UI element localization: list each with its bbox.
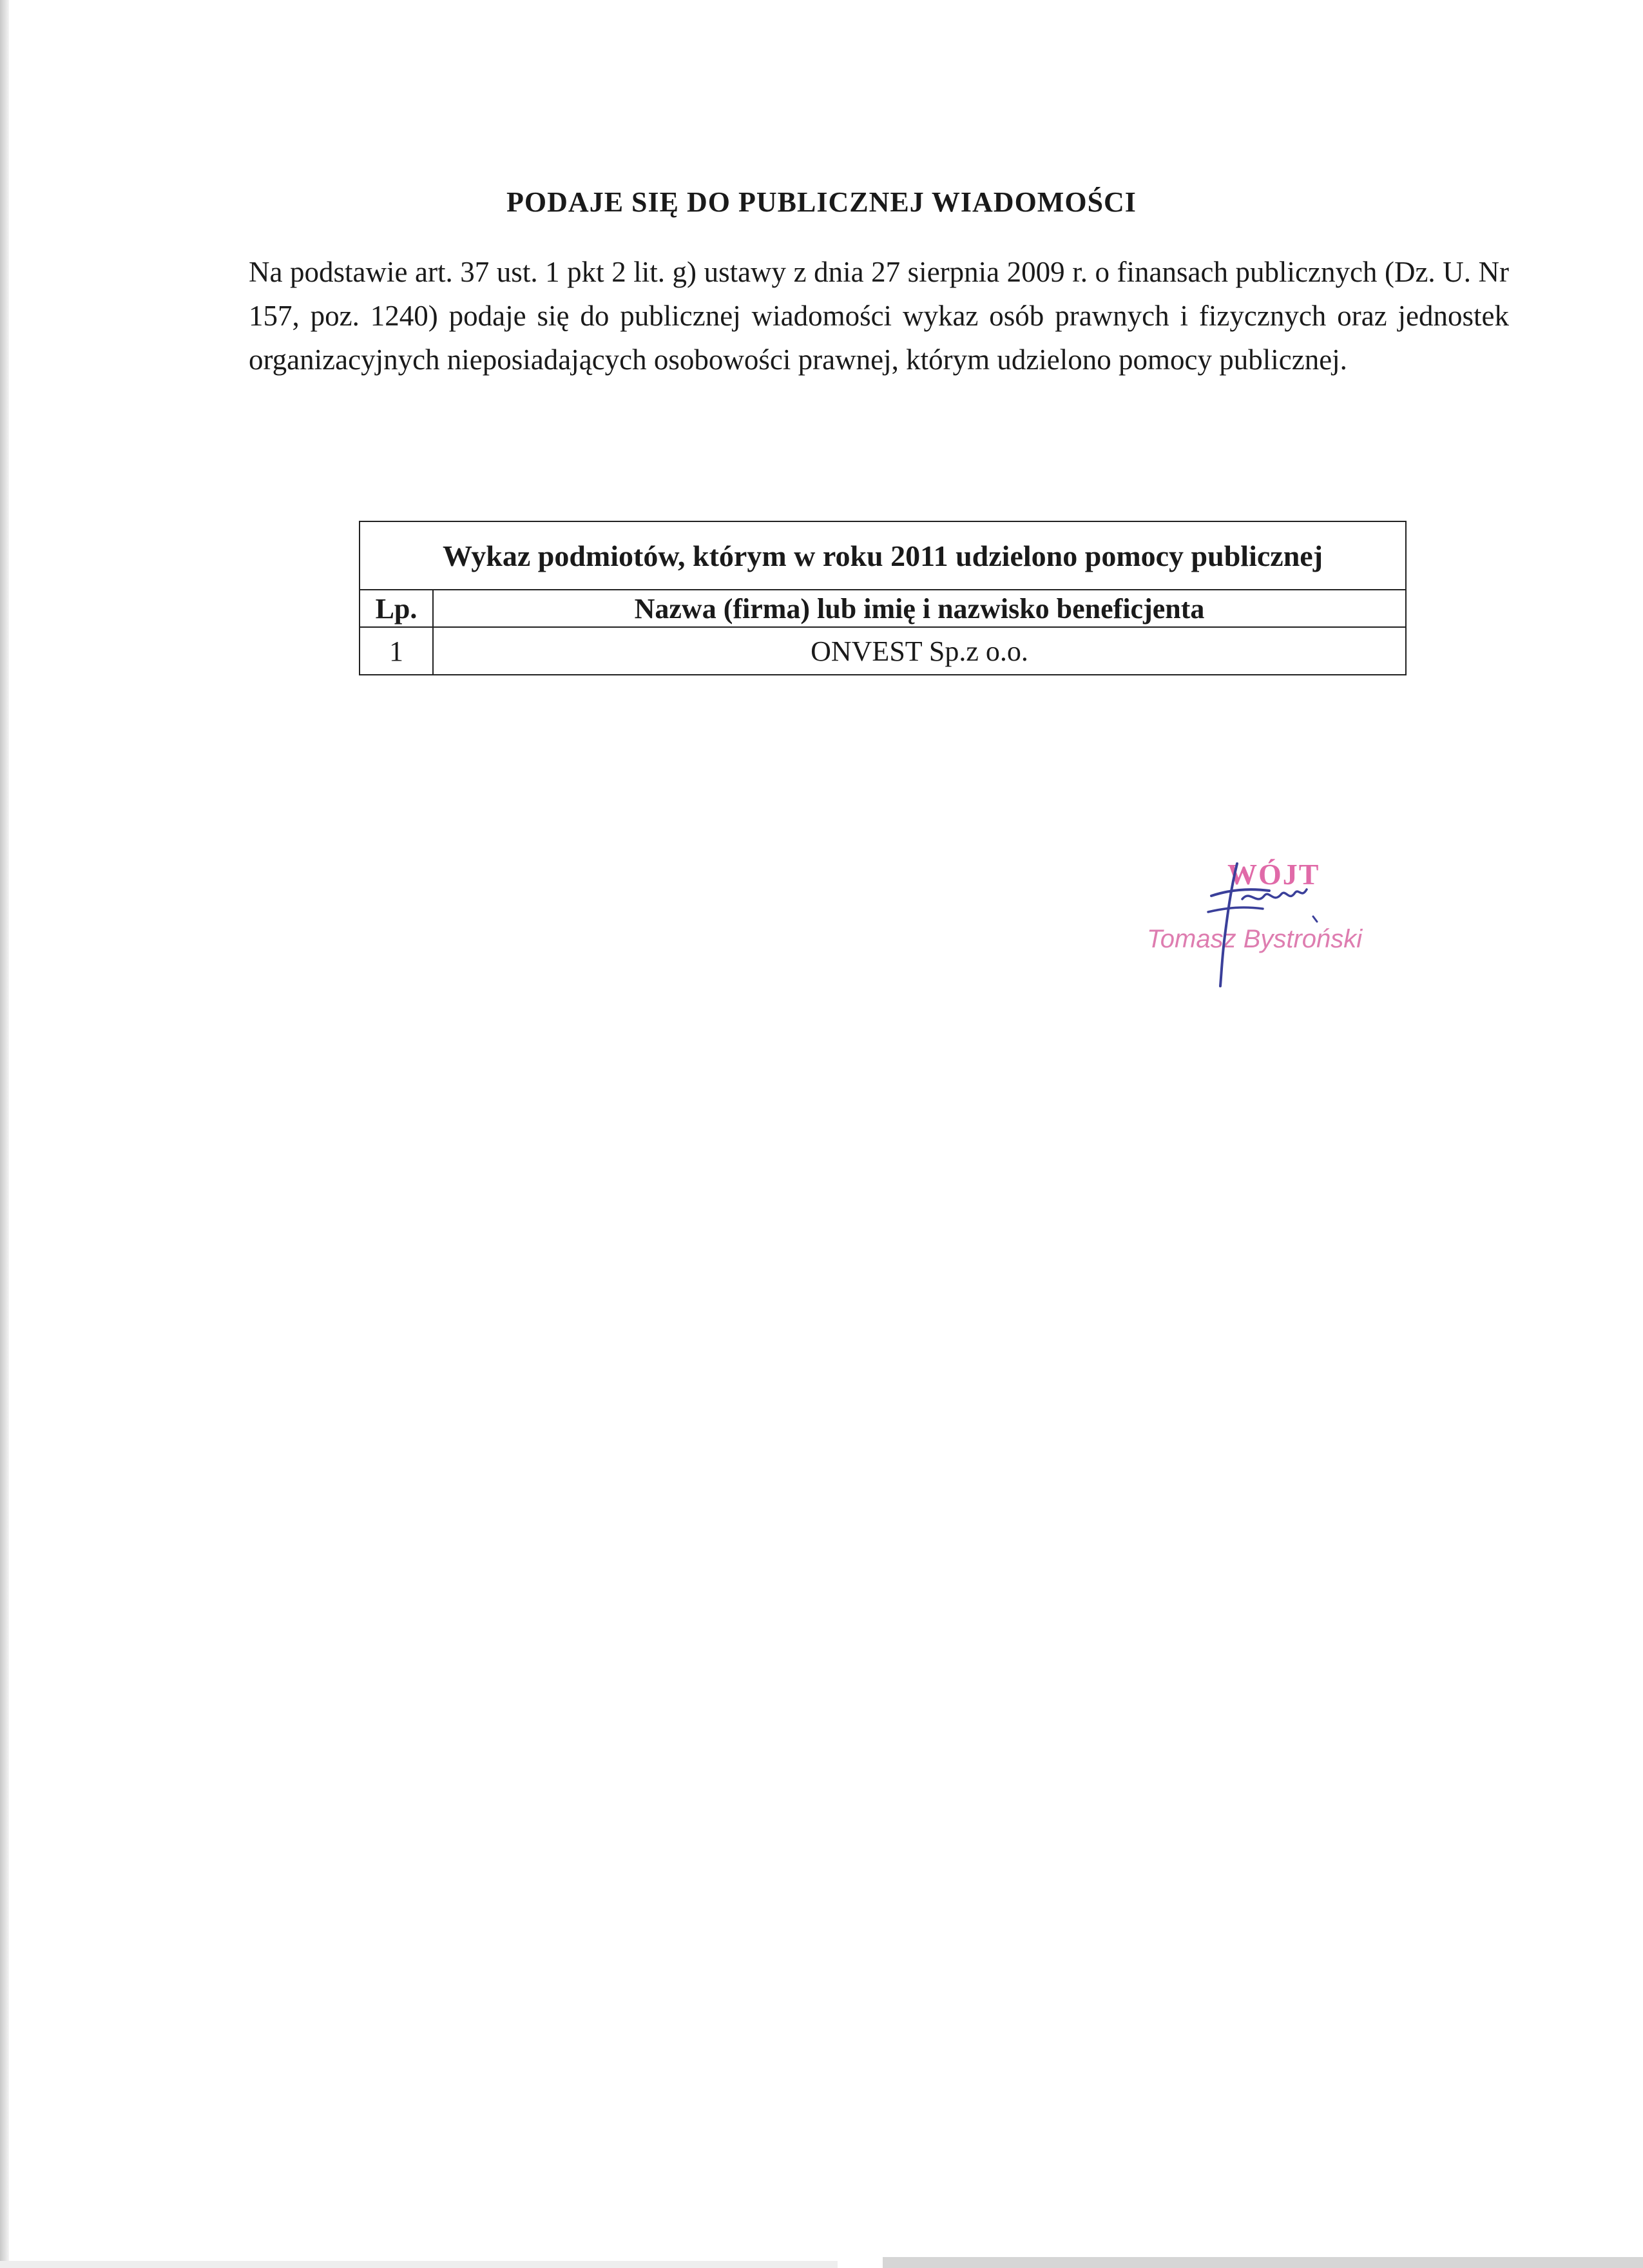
- table-caption-row: [360, 521, 1406, 590]
- table-header-row: [360, 590, 1406, 627]
- beneficiary-table: [359, 521, 1407, 675]
- header-lp: Lp.: [360, 590, 433, 627]
- row-lp: 1: [360, 627, 433, 675]
- stamp-heading: WÓJT: [1227, 858, 1320, 891]
- scan-edge-bottom-left: [0, 2261, 838, 2268]
- table-row: [360, 627, 1406, 675]
- beneficiary-table-wrapper: [359, 521, 1407, 675]
- official-stamp: [1147, 844, 1417, 993]
- document-title: PODAJE SIĘ DO PUBLICZNEJ WIADOMOŚCI: [506, 186, 1137, 218]
- table-caption: Wykaz podmiotów, którym w roku 2011 udzielono pomocy publicznej: [360, 521, 1406, 590]
- header-beneficiary-name: Nazwa (firma) lub imię i nazwisko beneficjenta: [433, 590, 1406, 627]
- scan-edge-bottom: [883, 2257, 1643, 2268]
- handwritten-signature-icon: [1192, 844, 1321, 993]
- scan-edge-left: [0, 0, 9, 2268]
- row-beneficiary-name: ONVEST Sp.z o.o.: [433, 627, 1406, 675]
- stamp-name: Tomasz Bystroński: [1147, 925, 1363, 953]
- document-body: Na podstawie art. 37 ust. 1 pkt 2 lit. g) ustawy z dnia 27 sierpnia 2009 r. o finansach publicznych (Dz. U. Nr 157, poz. 1240) podaje się do publicznej wiadomości wykaz osób prawnych i fizycznych oraz jednostek organizacyjnych nieposiadających osobowości prawnej, którym udzielono pomocy publicznej.: [249, 256, 1509, 376]
